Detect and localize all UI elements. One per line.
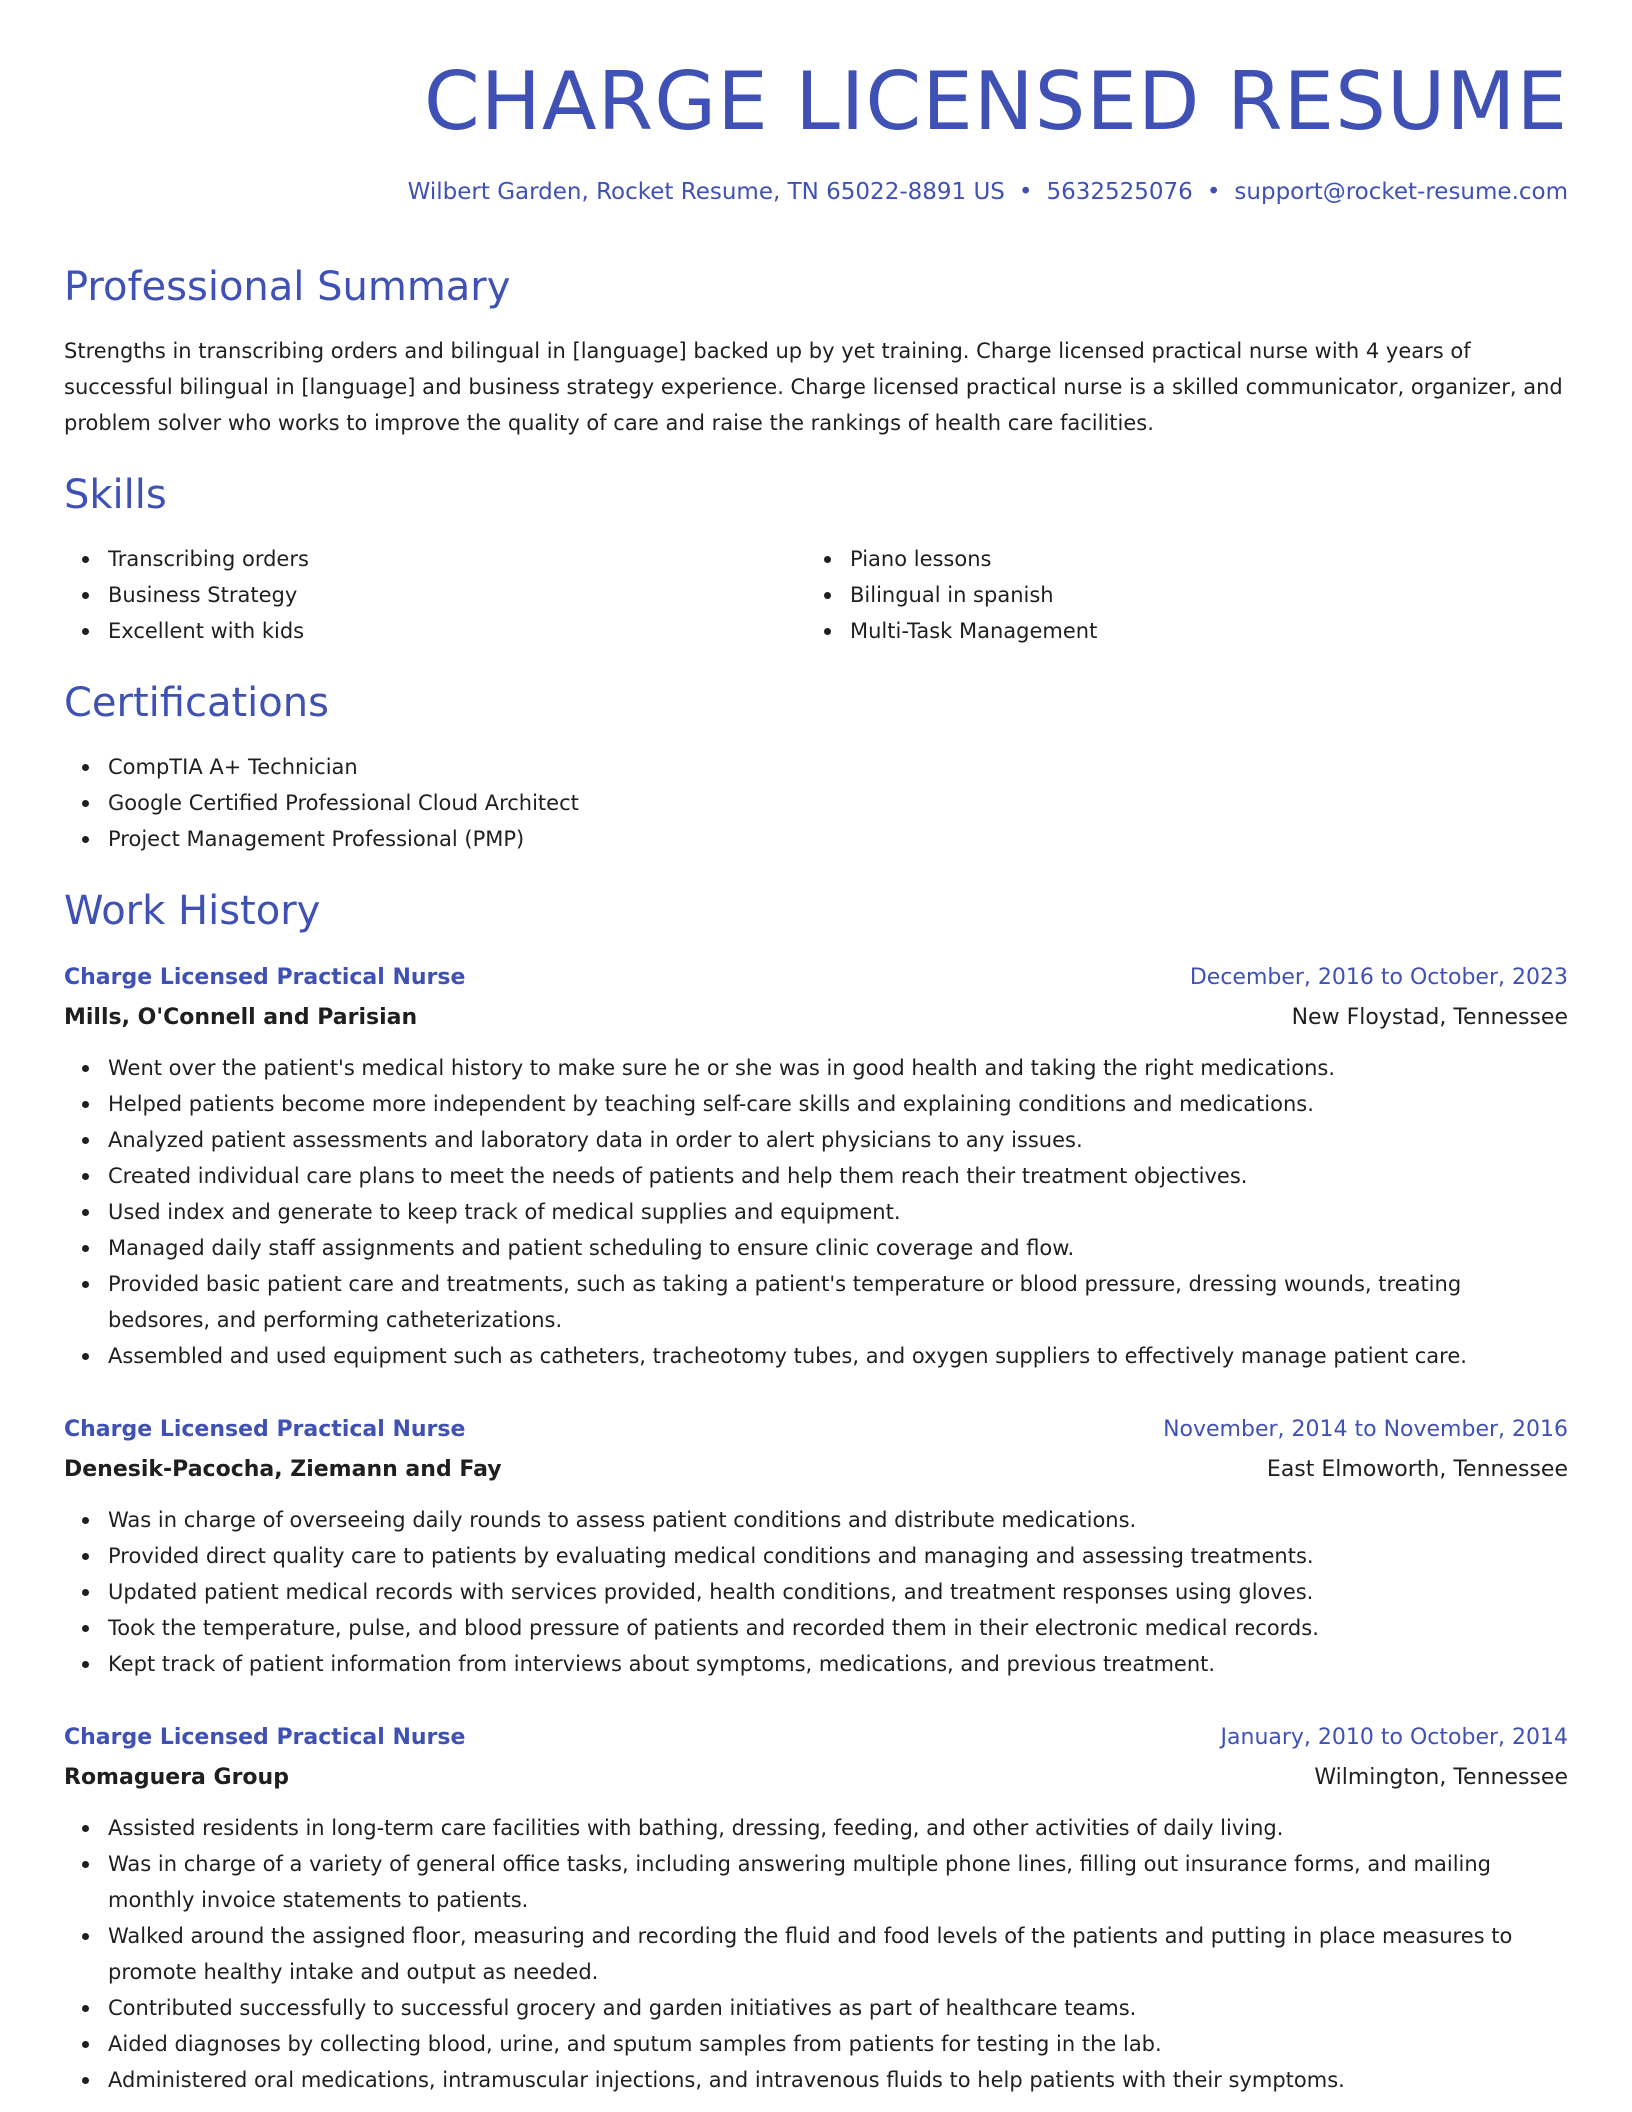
job-bullet: Assembled and used equipment such as catheters, tracheotomy tubes, and oxygen suppliers to effectively manage patient care. bbox=[108, 1338, 1568, 1374]
contact-phone: 5632525076 bbox=[1046, 179, 1193, 205]
summary-text: Strengths in transcribing orders and bilingual in [language] backed up by yet training. Charge licensed practical nurse with 4 years of successful bilingual in [language] and business strategy experience. Charge licensed practical nurse is a skilled communicator, organizer, and problem solver who works to improve the quality of care and raise the rankings of health care facilities. bbox=[64, 339, 1563, 435]
job-bullet: Contributed successfully to successful grocery and garden initiatives as part of healthcare teams. bbox=[108, 1990, 1568, 2026]
job-bullet: Walked around the assigned floor, measuring and recording the fluid and food levels of the patients and putting in place measures to promote healthy intake and output as needed. bbox=[108, 1918, 1568, 1990]
contact-email: support@rocket-resume.com bbox=[1234, 179, 1568, 205]
certification-item: CompTIA A+ Technician bbox=[108, 749, 579, 785]
job-bullet: Kept track of patient information from interviews about symptoms, medications, and previous treatment. bbox=[108, 1646, 1568, 1682]
job-bullet: Updated patient medical records with services provided, health conditions, and treatment responses using gloves. bbox=[108, 1574, 1568, 1610]
job-dates: December, 2016 to October, 2023 bbox=[1189, 965, 1568, 990]
job-bullet: Administered oral medications, intramuscular injections, and intravenous fluids to help patients with their symptoms. bbox=[108, 2062, 1568, 2098]
job-entry bbox=[64, 1410, 1568, 1682]
job-bullet: Provided basic patient care and treatments, such as taking a patient's temperature or blood pressure, dressing wounds, treating bedsores, and performing catheterizations. bbox=[108, 1266, 1568, 1338]
section-title-certifications: Certifications bbox=[64, 680, 329, 726]
contact-separator: • bbox=[1206, 179, 1221, 205]
resume-page bbox=[64, 0, 1568, 2092]
job-title: Charge Licensed Practical Nurse bbox=[64, 965, 466, 990]
skill-item: Transcribing orders bbox=[108, 541, 804, 577]
contact-address: Wilbert Garden, Rocket Resume, TN 65022-8891 US bbox=[407, 179, 1005, 205]
job-bullet: Assisted residents in long-term care facilities with bathing, dressing, feeding, and other activities of daily living. bbox=[108, 1810, 1568, 1846]
job-title: Charge Licensed Practical Nurse bbox=[64, 1725, 466, 1750]
contact-separator: • bbox=[1018, 179, 1033, 205]
skill-item: Excellent with kids bbox=[108, 613, 804, 649]
job-bullet: Used index and generate to keep track of medical supplies and equipment. bbox=[108, 1194, 1568, 1230]
job-dates: November, 2014 to November, 2016 bbox=[1163, 1417, 1568, 1442]
job-bullet: Created individual care plans to meet the needs of patients and help them reach their treatment objectives. bbox=[108, 1158, 1568, 1194]
skill-item: Multi-Task Management bbox=[850, 613, 1546, 649]
section-title-skills: Skills bbox=[64, 472, 167, 518]
section-title-summary: Professional Summary bbox=[64, 264, 511, 310]
job-dates: January, 2010 to October, 2014 bbox=[1220, 1725, 1568, 1750]
job-entry bbox=[64, 1718, 1568, 2098]
job-bullet: Analyzed patient assessments and laboratory data in order to alert physicians to any issues. bbox=[108, 1122, 1568, 1158]
job-employer: Mills, O'Connell and Parisian bbox=[64, 1005, 418, 1030]
skills-column-left bbox=[64, 541, 804, 649]
job-bullet: Provided direct quality care to patients by evaluating medical conditions and managing and assessing treatments. bbox=[108, 1538, 1568, 1574]
section-title-work-history: Work History bbox=[64, 888, 321, 934]
job-location: Wilmington, Tennessee bbox=[1314, 1765, 1568, 1790]
job-employer: Denesik-Pacocha, Ziemann and Fay bbox=[64, 1457, 502, 1482]
job-bullet: Took the temperature, pulse, and blood pressure of patients and recorded them in their electronic medical records. bbox=[108, 1610, 1568, 1646]
job-employer: Romaguera Group bbox=[64, 1765, 289, 1790]
job-location: New Floystad, Tennessee bbox=[1291, 1005, 1568, 1030]
job-bullet: Was in charge of a variety of general office tasks, including answering multiple phone lines, filling out insurance forms, and mailing monthly invoice statements to patients. bbox=[108, 1846, 1568, 1918]
skills-column-right bbox=[806, 541, 1546, 649]
job-bullets bbox=[64, 1502, 1568, 1682]
job-bullets bbox=[64, 1810, 1568, 2098]
job-bullets bbox=[64, 1050, 1568, 1374]
job-bullet: Aided diagnoses by collecting blood, urine, and sputum samples from patients for testing in the lab. bbox=[108, 2026, 1568, 2062]
job-bullet: Went over the patient's medical history to make sure he or she was in good health and taking the right medications. bbox=[108, 1050, 1568, 1086]
certification-item: Project Management Professional (PMP) bbox=[108, 821, 579, 857]
skill-item: Piano lessons bbox=[850, 541, 1546, 577]
job-bullet: Was in charge of overseeing daily rounds to assess patient conditions and distribute medications. bbox=[108, 1502, 1568, 1538]
job-entry bbox=[64, 958, 1568, 1374]
skill-item: Business Strategy bbox=[108, 577, 804, 613]
certification-item: Google Certified Professional Cloud Architect bbox=[108, 785, 579, 821]
job-bullet: Helped patients become more independent by teaching self-care skills and explaining conditions and medications. bbox=[108, 1086, 1568, 1122]
job-title: Charge Licensed Practical Nurse bbox=[64, 1417, 466, 1442]
contact-line bbox=[408, 176, 1568, 208]
job-bullet: Managed daily staff assignments and patient scheduling to ensure clinic coverage and flow. bbox=[108, 1230, 1568, 1266]
job-location: East Elmoworth, Tennessee bbox=[1266, 1457, 1568, 1482]
skill-item: Bilingual in spanish bbox=[850, 577, 1546, 613]
resume-name: CHARGE LICENSED RESUME bbox=[423, 55, 1568, 148]
certifications-list bbox=[64, 749, 579, 857]
